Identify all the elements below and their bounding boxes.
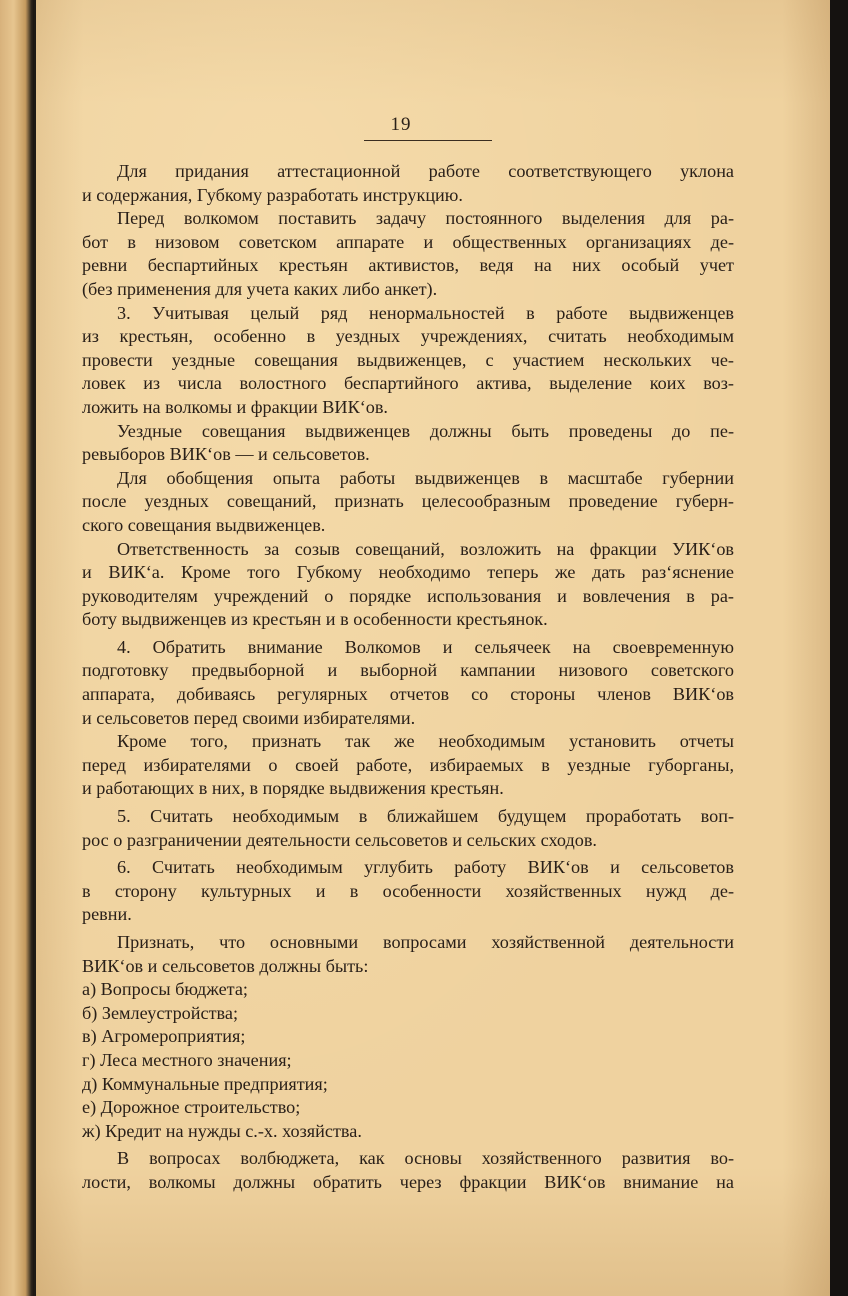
- text-line: ловек из числа волостного беспартийного актива, выделение коих воз-: [82, 373, 734, 394]
- text-line: из крестьян, особенно в уездных учреждениях, считать необходимым: [82, 326, 734, 347]
- text-line: 4. Обратить внимание Волкомов и сельячеек на своевременную: [117, 636, 734, 657]
- text-line: перед избирателями о своей работе, избираемых в уездные губорганы,: [82, 754, 734, 775]
- text-line: и ВИК‘а. Кроме того Губкому необходимо теперь же дать раз‘яснение: [82, 562, 734, 583]
- text-line: рос о разграничении деятельности сельсоветов и сельских сходов.: [82, 829, 597, 850]
- text-line: после уездных совещаний, признать целесообразным проведение губерн-: [82, 491, 734, 512]
- text-line: б) Землеустройства;: [82, 1002, 238, 1023]
- text-line: ревни.: [82, 904, 132, 925]
- text-line: Ответственность за созыв совещаний, возложить на фракции УИК‘ов: [117, 538, 734, 559]
- text-line: в сторону культурных и в особенности хозяйственных нужд де-: [82, 880, 734, 901]
- text-line: ложить на волкомы и фракции ВИК‘ов.: [82, 396, 388, 417]
- text-line: ревыборов ВИК‘ов — и сельсоветов.: [82, 444, 370, 465]
- page-sheet: [36, 0, 830, 1296]
- text-line: Для обобщения опыта работы выдвиженцев в масштабе губернии: [117, 467, 734, 488]
- text-line: подготовку предвыборной и выборной кампании низового советского: [82, 660, 734, 681]
- text-line: бот в низовом советском аппарате и общественных организациях де-: [82, 231, 734, 252]
- text-line: лости, волкомы должны обратить через фракции ВИК‘ов внимание на: [82, 1171, 734, 1192]
- text-line: Для придания аттестационной работе соответствующего уклона: [117, 161, 734, 181]
- text-line: в) Агромероприятия;: [82, 1026, 246, 1047]
- text-line: руководителям учреждений о порядке использования и вовлечения в ра-: [82, 585, 734, 606]
- text-line: 3. Учитывая целый ряд ненормальностей в работе выдвиженцев: [117, 302, 734, 323]
- text-line: Перед волкомом поставить задачу постоянного выделения для ра-: [117, 208, 734, 229]
- text-line: (без применения для учета каких либо анкет).: [82, 278, 438, 299]
- text-line: г) Леса местного значения;: [82, 1049, 292, 1070]
- binding-edge: [0, 0, 34, 1296]
- text-line: и содержания, Губкому разработать инструкцию.: [82, 184, 463, 205]
- text-line: 6. Считать необходимым углубить работу ВИК‘ов и сельсоветов: [117, 857, 734, 878]
- text-line: аппарата, добиваясь регулярных отчетов со стороны членов ВИК‘ов: [82, 684, 734, 705]
- text-line: ж) Кредит на нужды с.-х. хозяйства.: [82, 1120, 362, 1141]
- text-line: боту выдвиженцев из крестьян и в особенности крестьянок.: [82, 609, 548, 630]
- text-line: и сельсоветов перед своими избирателями.: [82, 707, 416, 728]
- page-number-rule: [364, 140, 492, 141]
- text-line: Уездные совещания выдвиженцев должны быть проведены до пе-: [117, 420, 734, 441]
- text-line: провести уездные совещания выдвиженцев, с участием нескольких че-: [82, 349, 734, 370]
- text-line: В вопросах волбюджета, как основы хозяйственного развития во-: [117, 1148, 734, 1169]
- page-number: 19: [390, 114, 412, 135]
- text-line: 5. Считать необходимым в ближайшем будущем проработать воп-: [117, 806, 734, 827]
- text-line: д) Коммунальные предприятия;: [82, 1073, 328, 1094]
- text-line: ВИК‘ов и сельсоветов должны быть:: [82, 955, 369, 976]
- text-line: а) Вопросы бюджета;: [82, 979, 248, 1000]
- text-line: ревни беспартийных крестьян активистов, ведя на них особый учет: [82, 255, 734, 276]
- text-line: и работающих в них, в порядке выдвижения крестьян.: [82, 778, 504, 799]
- scan-border: [830, 0, 848, 1296]
- text-line: Кроме того, признать так же необходимым установить отчеты: [117, 731, 734, 752]
- text-line: Признать, что основными вопросами хозяйственной деятельности: [117, 932, 734, 952]
- text-line: ского совещания выдвиженцев.: [82, 514, 326, 535]
- text-line: е) Дорожное строительство;: [82, 1097, 301, 1118]
- body-text: [82, 160, 734, 1195]
